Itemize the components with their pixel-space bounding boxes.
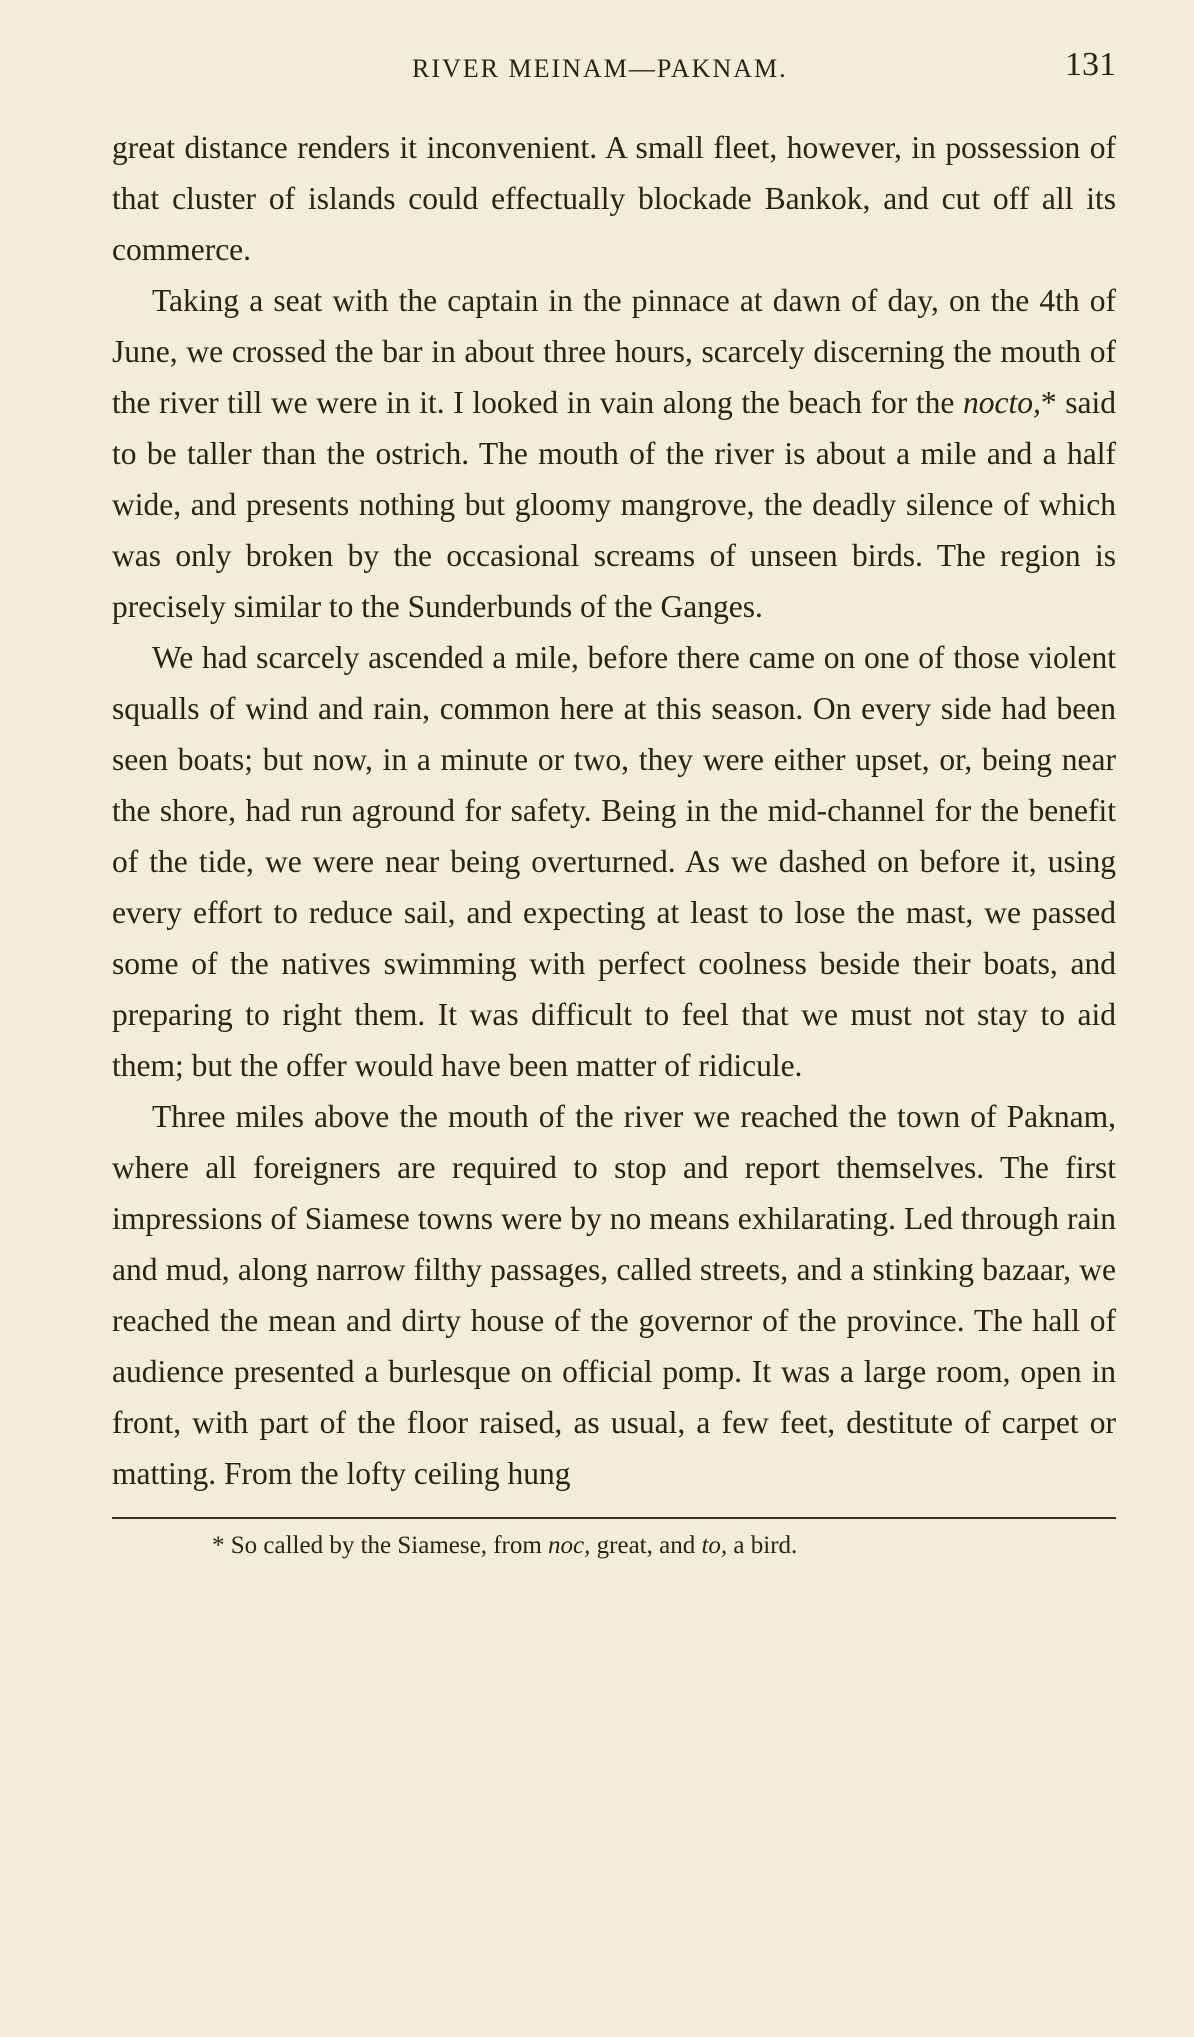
running-title: RIVER MEINAM—PAKNAM. — [412, 54, 788, 83]
paragraph-4-text: Three miles above the mouth of the river we reached the town of Paknam, where all foreigners are required to stop and report themselves. The first impressions of Siamese towns were by no means exhilarating. Led through rain and mud, along narrow filthy passages, called streets, and a stinking bazaar, we reached the mean and dirty house of the governor of the province. The hall of audience presented a burlesque on official pomp. It was a large room, open in front, with part of the floor raised, as usual, a few feet, destitute of carpet or matting. From the lofty ceiling hung — [112, 1099, 1116, 1491]
paragraph-4 — [112, 1091, 1116, 1499]
paragraph-3-text: We had scarcely ascended a mile, before there came on one of those violent squalls of wind and rain, common here at this season. On every side had been seen boats; but now, in a minute or two, they were either upset, or, being near the shore, had run aground for safety. Being in the mid-channel for the benefit of the tide, we were near being overturned. As we dashed on before it, using every effort to reduce sail, and expecting at least to lose the mast, we passed some of the natives swimming with perfect coolness beside their boats, and preparing to right them. It was difficult to feel that we must not stay to aid them; but the offer would have been matter of ridicule. — [112, 640, 1116, 1083]
paragraph-2 — [112, 275, 1116, 632]
footnote-rule — [112, 1517, 1116, 1519]
footnote-italic-to: to, — [701, 1532, 728, 1559]
footnote-text-start: * So called by the Siamese, from — [212, 1532, 549, 1559]
footnote-text-mid: great, and — [590, 1532, 702, 1559]
running-head — [112, 40, 1116, 100]
paragraph-1-text: great distance renders it inconvenient. A small fleet, however, in possession of that cluster of islands could effectually blockade Bankok, and cut off all its commerce. — [112, 130, 1116, 267]
italic-term-nocto: nocto, — [963, 385, 1041, 420]
footnote-italic-noc: noc, — [548, 1532, 591, 1559]
paragraph-1 — [112, 122, 1116, 275]
page-number: 131 — [1065, 46, 1116, 83]
footnote-text-end: a bird. — [727, 1532, 798, 1559]
paragraph-2-text-end: * said to be taller than the ostrich. The mouth of the river is about a mile and a half wide, and presents nothing but gloomy mangrove, the deadly silence of which was only broken by the occasional screams of unseen birds. The region is precisely similar to the Sunderbunds of the Ganges. — [112, 385, 1117, 624]
paragraph-3 — [112, 632, 1116, 1091]
paragraph-2-text-start: Taking a seat with the captain in the pinnace at dawn of day, on the 4th of June, we crossed the bar in about three hours, scarcely discerning the mouth of the river till we were in it. I looked in vain along the beach for the — [112, 283, 1116, 420]
book-page — [112, 40, 1116, 1563]
body-text — [112, 122, 1116, 1499]
footnote — [212, 1529, 1116, 1563]
